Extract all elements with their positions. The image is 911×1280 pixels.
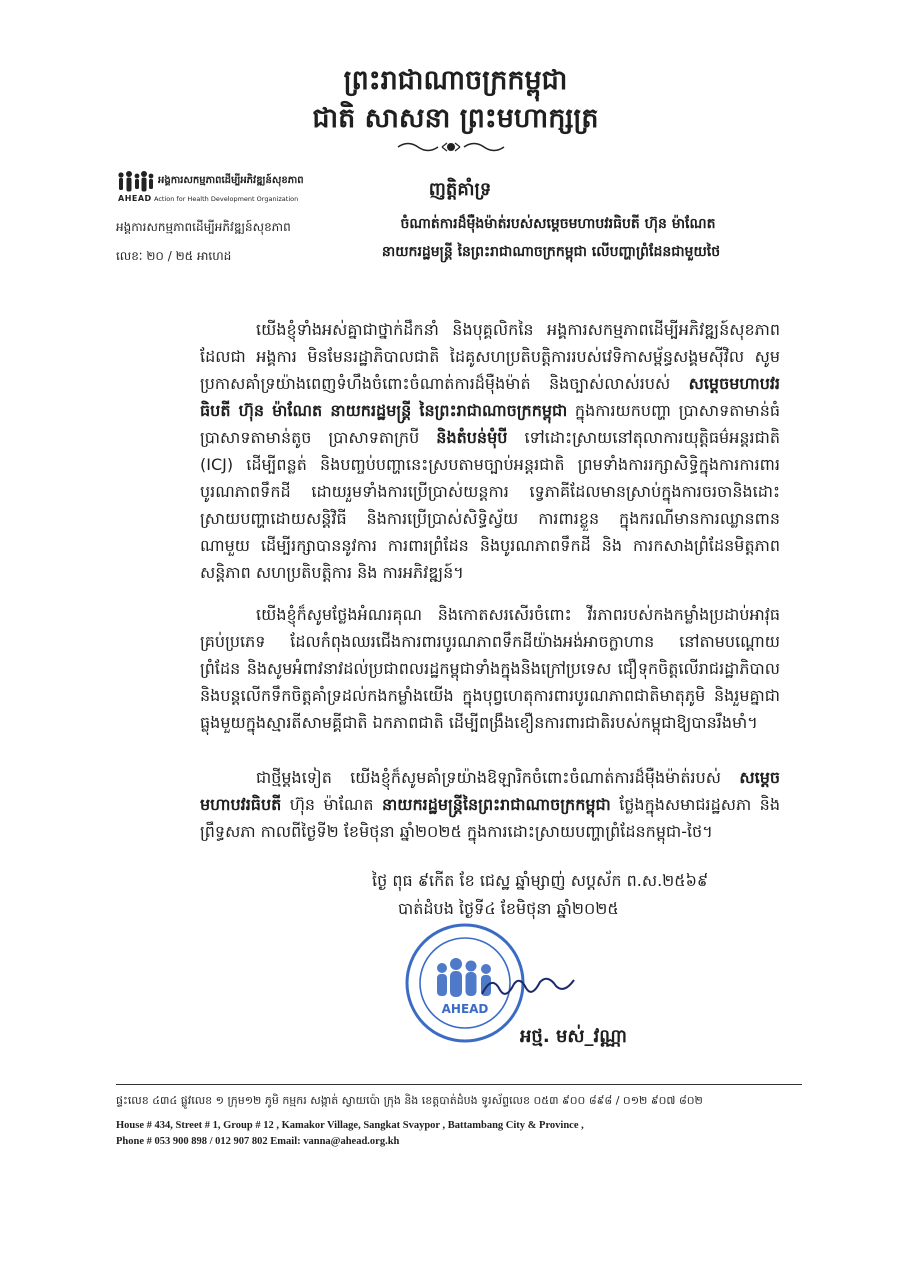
- organization-logo: [116, 170, 306, 206]
- subject-line-2: នាយករដ្ឋមន្ត្រី នៃព្រះរាជាណាចក្រកម្ពុជា លើបញ្ហាព្រំដែនជាមួយថៃ: [381, 244, 721, 260]
- logo-acronym: AHEAD: [118, 194, 152, 203]
- national-motto: ជាតិ សាសនា ព្រះមហាក្សត្រ: [312, 103, 599, 134]
- footer-contact-en: Phone # 053 900 898 / 012 907 802 Email: vanna@ahead.org.kh: [116, 1136, 400, 1147]
- body-paragraph-1: យើងខ្ញុំទាំងអស់គ្នាជាថ្នាក់ដឹកនាំ និងបុគ្គលិកនៃ អង្គការសកម្មភាពដើម្បីអភិវឌ្ឍន៍សុខភាព ដែលជា អង្គការ មិនមែនរដ្ឋាភិបាលជាតិ ដៃគូសហប្រតិបត្តិការរបស់វេទិកាសម្ព័ន្ធសង្គមស៊ីវិល សូមប្រកាសគាំទ្រយ៉ាងពេញទំហឹងចំពោះចំណាត់ការដ៏ម៉ឺងម៉ាត់ និងច្បាស់លាស់របស់ សម្ដេចមហាបវរធិបតី ហ៊ុន ម៉ាណែត នាយករដ្ឋមន្ត្រី នៃព្រះរាជាណាចក្រកម្ពុជា ក្នុងការយកបញ្ហា ប្រាសាទតាមាន់ធំ ប្រាសាទតាមាន់តូច ប្រាសាទតាក្របី និងតំបន់មុំបី ទៅដោះស្រាយនៅតុលាការយុត្តិធម៌អន្តរជាតិ (ICJ) ដើម្បីពន្លត់ និងបញ្ចប់បញ្ហានេះស្របតាមច្បាប់អន្តរជាតិ ព្រមទាំងការរក្សាសិទ្ធិក្នុងការការពារបូរណភាពទឹកដី ដោយរួមទាំងការប្រើប្រាស់យន្តការ ទ្វេភាគីដែលមានស្រាប់ក្នុងការចរចានិងដោះស្រាយបញ្ហាដោយសន្តិវិធី និងការប្រើប្រាស់សិទ្ធិស្វ័យ ការពារខ្លួន ក្នុងករណីមានការឈ្លានពានណាមួយ ដើម្បីរក្សាបាននូវការ ការពារព្រំដែន និងបូរណភាពទឹកដី និង ការកសាងព្រំដែនមិត្តភាព សន្តិភាព សហប្រតិបត្តិការ និង ការអភិវឌ្ឍន៍។: [200, 320, 780, 582]
- kingdom-header: [0, 62, 911, 138]
- seal-text: AHEAD: [441, 1002, 489, 1016]
- reference-number: លេខៈ ២០ / ២៥ អាហេដ: [116, 249, 232, 263]
- people-logo-icon: [116, 170, 156, 196]
- subject-line-1: ចំណាត់ការដ៏ម៉ឺងម៉ាត់របស់សម្ដេចមហាបវរធិបតី ហ៊ុន ម៉ាណែត: [400, 216, 716, 232]
- document-type: ញត្តិគាំទ្រ: [428, 179, 492, 200]
- organization-name: អង្គការសកម្មភាពដើម្បីអភិវឌ្ឍន៍សុខភាព: [116, 220, 291, 234]
- body-paragraph-3: ជាថ្មីម្ដងទៀត យើងខ្ញុំក៏សូមគាំទ្រយ៉ាងឱឡារិកចំពោះចំណាត់ការដ៏ម៉ឺងម៉ាត់របស់ សម្ដេចមហាបវរធិបតី ហ៊ុន ម៉ាណែត នាយករដ្ឋមន្ត្រីនៃព្រះរាជាណាចក្រកម្ពុជា ថ្លែងក្នុងសមាជរដ្ឋសភា និងព្រឹទ្ធសភា កាលពីថ្ងៃទី២ ខែមិថុនា ឆ្នាំ២០២៥ ក្នុងការដោះស្រាយបញ្ហាព្រំដែនកម្ពុជា-ថៃ។: [200, 768, 780, 841]
- footer-divider: [116, 1084, 802, 1085]
- logo-org-name-en: Action for Health Development Organization: [154, 195, 299, 203]
- footer-address-en: House # 434, Street # 1, Group # 12 , Kamakor Village, Sangkat Svaypor , Battambang City & Province ,: [116, 1120, 584, 1131]
- kingdom-title: ព្រះរាជាណាចក្រកម្ពុជា: [343, 65, 568, 96]
- footer-address-km: ផ្ទះលេខ ៤៣៤ ផ្លូវលេខ ១ ក្រុម១២ ភូមិ កម្មករ សង្កាត់ ស្វាយប៉ោ ក្រុង និង ខេត្តបាត់ដំបង ទូរស័ព្ទលេខ ០៥៣ ៩០០ ៨៩៨ / ០១២ ៩០៧ ៨០២: [116, 1094, 703, 1107]
- body-paragraph-2: យើងខ្ញុំក៏សូមថ្លែងអំណរគុណ និងកោតសរសើរចំពោះ វីរភាពរបស់កងកម្លាំងប្រដាប់អាវុធគ្រប់ប្រភេទ ដែលកំពុងឈរជើងការពារបូរណភាពទឹកដីយ៉ាងអង់អាចក្លាហាន នៅតាមបណ្តោយព្រំដែន និងសូមអំពាវនាវដល់ប្រជាពលរដ្ឋកម្ពុជាទាំងក្នុងនិងក្រៅប្រទេស ជឿទុកចិត្តលើរាជរដ្ឋាភិបាល និងបន្តលើកទឹកចិត្តគាំទ្រដល់កងកម្លាំងយើង ក្នុងបុព្វហេតុការពារបូរណភាពជាតិមាតុភូមិ និងរួមគ្នាជាធ្លុងមួយក្នុងស្មារតីសាមគ្គីជាតិ ឯកភាពជាតិ ដើម្បីពង្រឹងខឿនការពារជាតិរបស់កម្ពុជាឱ្យបានរឹងមាំ។: [200, 605, 780, 732]
- lunar-date: ថ្ងៃ ពុធ ៩កើត ខែ ជេស្ឋ ឆ្នាំម្សាញ់ សប្តស័ក ព.ស.២៥៦៩: [372, 871, 709, 890]
- ornament-divider-icon: [396, 138, 506, 156]
- signer-name: អថ្ម. មស់_វណ្ណា: [520, 1026, 627, 1047]
- place-date: បាត់ដំបង ថ្ងៃទី៤ ខែមិថុនា ឆ្នាំ២០២៥: [398, 899, 619, 918]
- logo-org-name-km: អង្គការសកម្មភាពដើម្បីអភិវឌ្ឍន៍សុខភាព: [158, 175, 304, 186]
- signature-icon: [478, 972, 578, 1002]
